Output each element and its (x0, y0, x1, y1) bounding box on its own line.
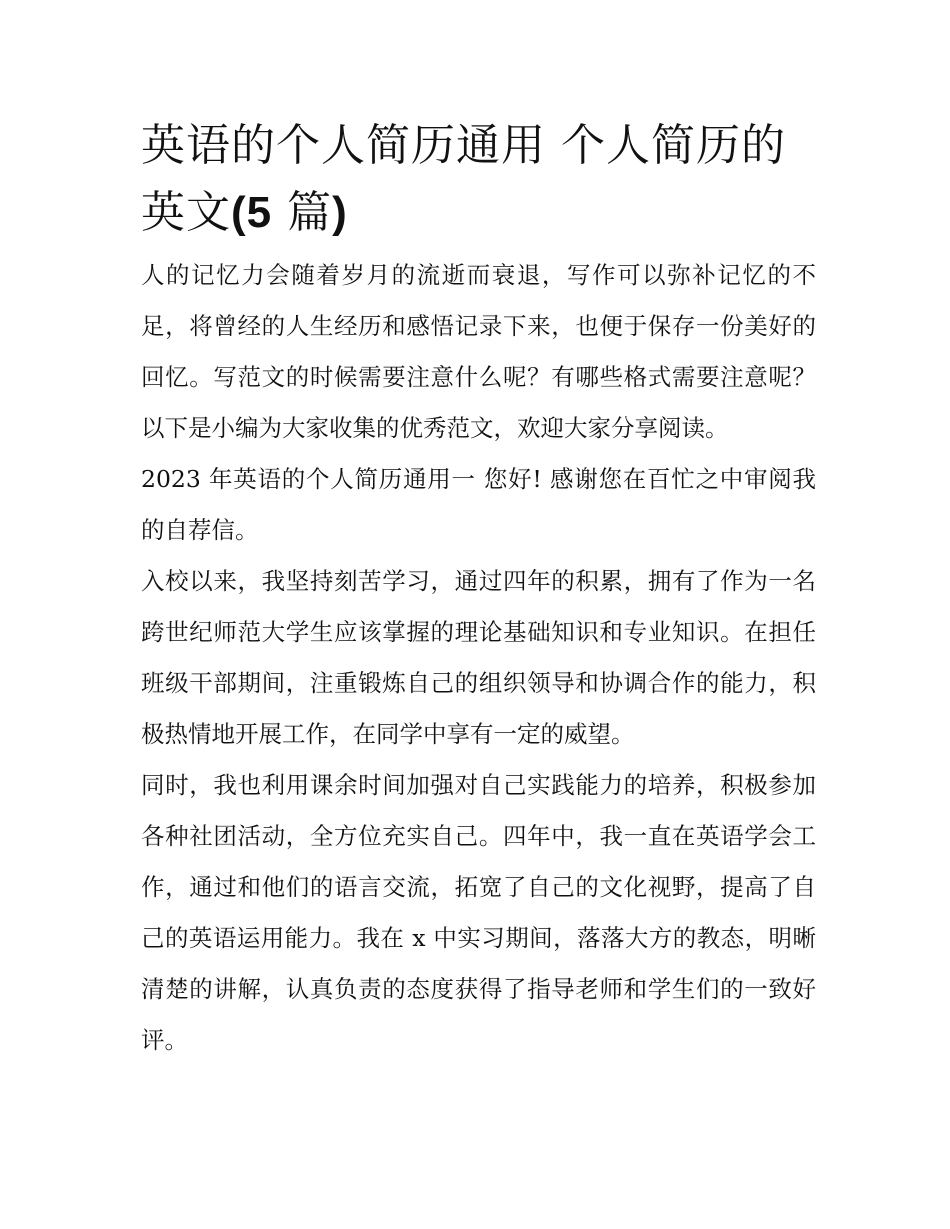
title-count-open: (5 (231, 188, 273, 237)
document-title (141, 112, 816, 246)
title-count-unit: 篇 (272, 187, 333, 238)
intro-paragraph: 人的记忆力会随着岁月的流逝而衰退，写作可以弥补记忆的不足，将曾经的人生经历和感悟记录下来，也便于保存一份美好的回忆。写范文的时候需要注意什么呢？有哪些格式需要注意呢？以下是小编为大家收集的优秀范文，欢迎大家分享阅读。 (141, 261, 816, 442)
practice-paragraph: 同时，我也利用课余时间加强对自己实践能力的培养，积极参加各种社团活动，全方位充实自己。四年中，我一直在英语学会工作，通过和他们的语言交流，拓宽了自己的文化视野，提高了自己的英语运用能力。我在 x 中实习期间，落落大方的教态，明晰清楚的讲解，认真负责的态度获得了指导老师和学生们的一致好评。 (141, 771, 816, 1054)
title-count-close: ) (332, 188, 348, 237)
study-paragraph: 入校以来，我坚持刻苦学习，通过四年的积累，拥有了作为一名跨世纪师范大学生应该掌握的理论基础知识和专业知识。在担任班级干部期间，注重锻炼自己的组织领导和协调合作的能力，积极热情地开展工作，在同学中享有一定的威望。 (141, 567, 816, 748)
document-page (141, 112, 816, 1066)
greeting-paragraph: 2023 年英语的个人简历通用一 您好! 感谢您在百忙之中审阅我的自荐信。 (141, 465, 816, 544)
title-text: 英语的个人简历通用 个人简历的英文 (141, 120, 786, 238)
